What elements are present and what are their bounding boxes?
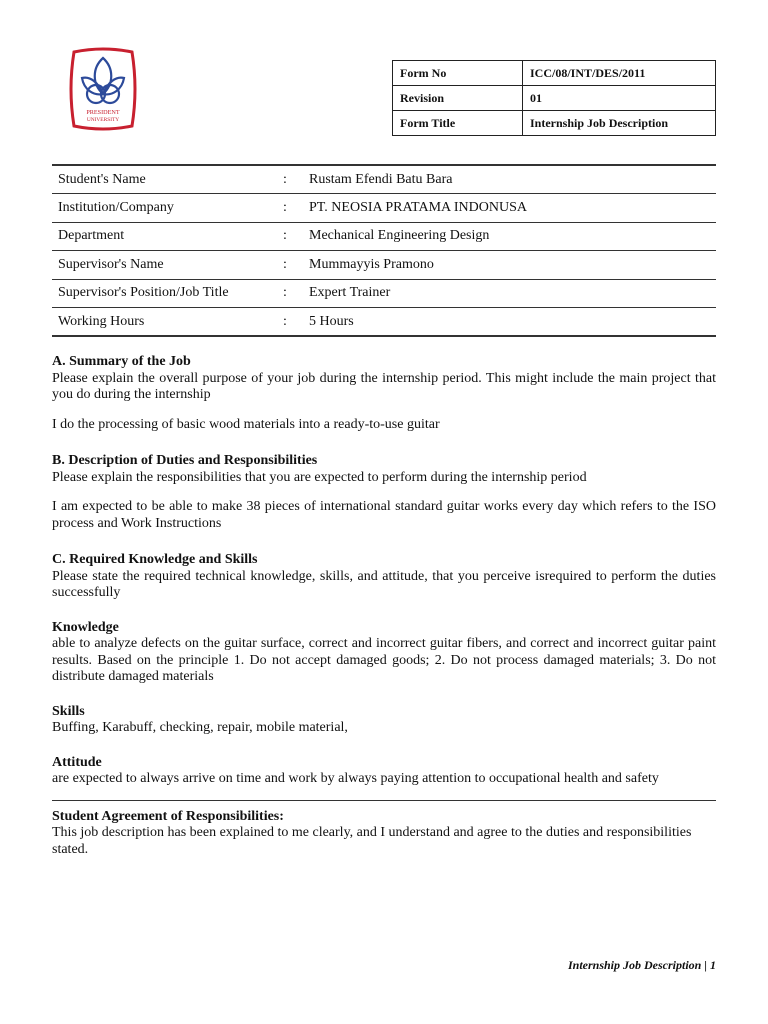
info-row: [52, 279, 716, 308]
info-label: Institution/Company: [52, 194, 283, 223]
attitude-text: are expected to always arrive on time and work by always paying attention to occupational health and safety: [52, 771, 659, 786]
info-colon: :: [283, 165, 303, 194]
logo-text-president: PRESIDENT: [86, 109, 120, 116]
knowledge-text: able to analyze defects on the guitar surface, correct and incorrect guitar fibers, and correct and incorrect guitar paint results. Based on the principle 1. Do not accept damaged goods; 2. Do not process damaged materials; 3. Do not distribute damaged materials: [52, 636, 716, 684]
knowledge-title: Knowledge: [52, 619, 119, 635]
section-a-instruction: Please explain the overall purpose of your job during the internship period. This might include the main project that you do during the internship: [52, 370, 716, 402]
agreement-title: Student Agreement of Responsibilities:: [52, 808, 284, 824]
section-divider: [52, 800, 716, 801]
section-b-answer: I am expected to be able to make 38 pieces of international standard guitar works every day which refers to the ISO process and Work Instructions: [52, 499, 716, 531]
info-row: [52, 308, 716, 337]
info-value: Mechanical Engineering Design: [303, 222, 716, 251]
info-row: [52, 194, 716, 223]
job-description-body: [52, 354, 716, 858]
section-c-title: C. Required Knowledge and Skills: [52, 552, 258, 567]
info-value: Rustam Efendi Batu Bara: [303, 165, 716, 194]
info-colon: :: [283, 222, 303, 251]
info-value: Expert Trainer: [303, 279, 716, 308]
info-row: [52, 165, 716, 194]
attitude-title: Attitude: [52, 754, 102, 770]
info-label: Student's Name: [52, 165, 283, 194]
student-info-table: [52, 164, 716, 337]
form-key: Form Title: [393, 111, 523, 136]
form-row: [393, 61, 716, 86]
section-c-instruction: Please state the required technical knowledge, skills, and attitude, that you perceive isrequired to perform the duties successfully: [52, 568, 716, 600]
logo-emblem-icon: [66, 46, 140, 132]
info-colon: :: [283, 308, 303, 337]
info-label: Working Hours: [52, 308, 283, 337]
info-value: 5 Hours: [303, 308, 716, 337]
form-value: ICC/08/INT/DES/2011: [523, 61, 716, 86]
skills-text: Buffing, Karabuff, checking, repair, mobile material,: [52, 720, 348, 735]
section-b-title: B. Description of Duties and Responsibilities: [52, 453, 318, 468]
form-row: [393, 86, 716, 111]
info-label: Department: [52, 222, 283, 251]
agreement-text: This job description has been explained to me clearly, and I understand and agree to the duties and responsibilities stated.: [52, 825, 692, 857]
form-row: [393, 111, 716, 136]
info-row: [52, 222, 716, 251]
info-row: [52, 251, 716, 280]
info-colon: :: [283, 194, 303, 223]
logo-text-university: UNIVERSITY: [86, 117, 120, 123]
info-colon: :: [283, 279, 303, 308]
form-info-table: [392, 60, 716, 136]
info-colon: :: [283, 251, 303, 280]
info-label: Supervisor's Name: [52, 251, 283, 280]
info-value: PT. NEOSIA PRATAMA INDONUSA: [303, 194, 716, 223]
page-footer: Internship Job Description | 1: [567, 958, 716, 972]
skills-title: Skills: [52, 703, 85, 719]
form-key: Form No: [393, 61, 523, 86]
section-a-answer: I do the processing of basic wood materials into a ready-to-use guitar: [52, 416, 440, 432]
form-value: Internship Job Description: [523, 111, 716, 136]
section-a-title: A. Summary of the Job: [52, 354, 191, 369]
form-key: Revision: [393, 86, 523, 111]
info-label: Supervisor's Position/Job Title: [52, 279, 283, 308]
info-value: Mummayyis Pramono: [303, 251, 716, 280]
form-value: 01: [523, 86, 716, 111]
president-university-logo: [66, 46, 140, 132]
section-b-instruction: Please explain the responsibilities that you are expected to perform during the internship period: [52, 469, 587, 485]
